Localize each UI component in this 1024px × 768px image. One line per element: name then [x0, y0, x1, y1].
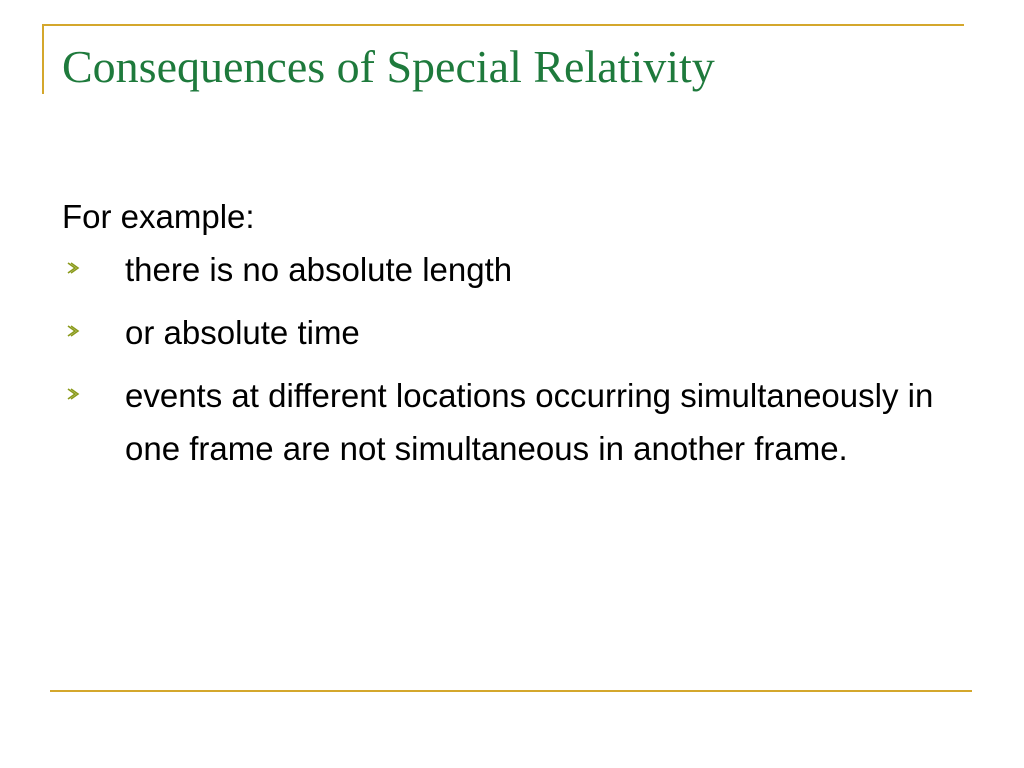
bullet-item — [62, 369, 962, 475]
chevron-arrow-right-icon — [66, 387, 80, 401]
chevron-arrow-right-icon — [66, 324, 80, 338]
intro-text: For example: — [62, 198, 255, 235]
bullet-text: events at different locations occurring simultaneously in one frame are not simultaneous in another frame. — [125, 377, 934, 467]
bullet-item — [62, 243, 962, 296]
chevron-arrow-right-icon — [66, 261, 80, 275]
accent-line-top — [42, 24, 964, 26]
bullet-text: there is no absolute length — [125, 251, 513, 288]
accent-line-bottom — [50, 690, 972, 692]
slide-title: Consequences of Special Relativity — [62, 41, 715, 92]
bullet-list — [62, 243, 962, 475]
slide-body — [62, 190, 962, 475]
bullet-item — [62, 306, 962, 359]
bullet-text: or absolute time — [125, 314, 360, 351]
accent-line-vertical — [42, 24, 44, 94]
